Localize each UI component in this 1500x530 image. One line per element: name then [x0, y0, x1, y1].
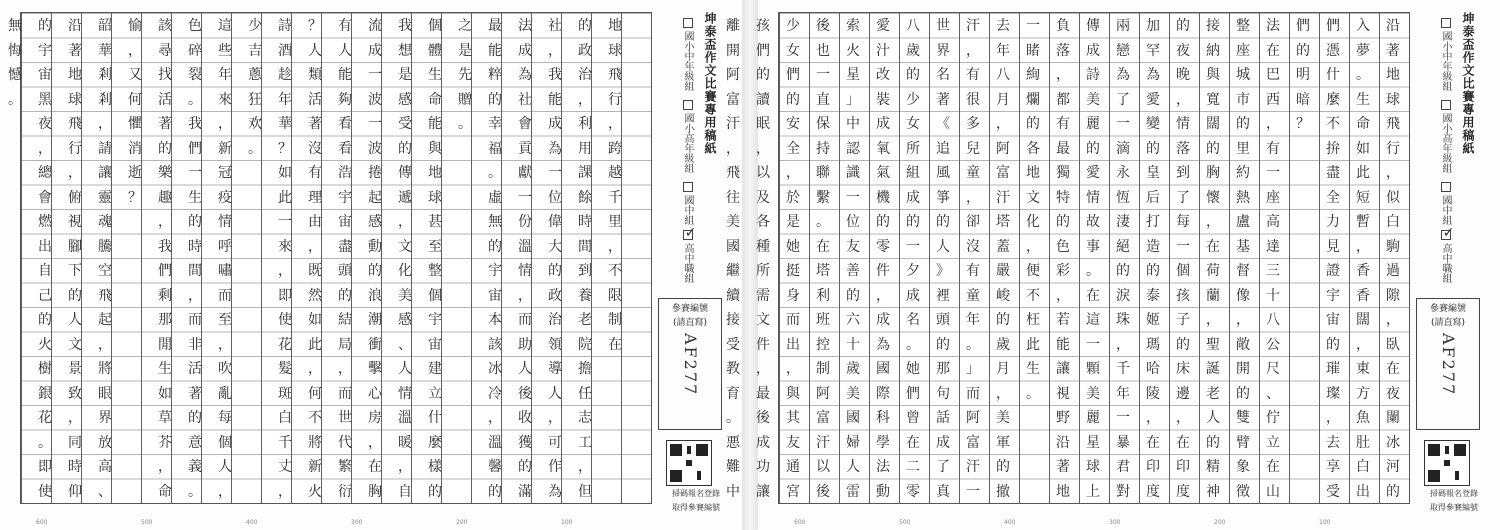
checkbox-icon[interactable] [1440, 225, 1457, 241]
text-column: 地 球 飛 行 ， 跨 越 千 里 ， 不 限 制 在 [608, 18, 622, 353]
option-elementary-high[interactable]: 國小高年級組 [1438, 100, 1453, 173]
text-column: 世 界 名 著 《 追 風 箏 的 人 》 裡 頭 的 那 句 話 成 了 真 [936, 18, 950, 500]
scale-label: 300 [1109, 519, 1121, 526]
text-column: 一 睹 絢 爛 的 各 地 文 化 ， 便 不 枉 此 生 。 [1026, 18, 1040, 402]
scale-label: 600 [794, 519, 806, 526]
entry-note: (請直寫) [672, 318, 708, 328]
entry-number: AF277 [681, 333, 700, 397]
text-column: 有 人 能 夠 看 看 浩 宇 宙 盡 頭 的 結 局 ， 而 世 代 繁 衍 [338, 18, 352, 500]
scale-label: 200 [1214, 519, 1226, 526]
handwriting-right [726, 12, 1408, 502]
option-junior-high[interactable]: 國中組 [680, 182, 695, 225]
text-column: 加 罕 為 愛 變 的 皇 后 打 造 的 泰 姬 瑪 哈 陵 ， 在 印 度 [1146, 18, 1160, 500]
entry-number-box [658, 298, 722, 430]
text-column: 孩 們 的 讀 眠 ， 以 及 各 種 所 需 文 件 ， 最 後 成 功 讓 [756, 18, 770, 500]
text-column: 汗 ， 有 很 多 兒 童 ， 卻 沒 有 童 年 。 」 而 阿 富 汗 一 [966, 18, 980, 500]
option-elementary-high[interactable]: 國小高年級組 [680, 100, 695, 173]
checkbox-icon[interactable] [683, 100, 693, 110]
checkbox-icon[interactable] [683, 182, 693, 192]
checkbox-icon[interactable] [683, 18, 693, 28]
checkbox-icon[interactable] [1441, 18, 1451, 28]
entry-label: 參賽編號 [671, 304, 708, 314]
option-elementary-middle[interactable]: 國小中年級組 [1438, 18, 1453, 91]
text-column: 們 憑 什 麼 不 拚 盡 全 力 見 證 宇 宙 的 璀 璨 ， 去 享 受 [1326, 18, 1340, 500]
right-page [726, 0, 1500, 530]
scale-label: 600 [36, 519, 48, 526]
text-column: 最 能 粹 的 幸 福 。 虛 無 的 宇 宙 本 該 冰 冷 ， 溫 馨 的 [488, 18, 502, 500]
text-column: 傳 成 詩 美 麗 的 愛 情 故 事 。 在 這 一 顆 美 麗 星 球 上 [1086, 18, 1100, 500]
text-column: 社 ， 我 能 成 為 一 位 偉 大 的 政 治 領 導 人 ， 可 作 為 [548, 18, 562, 500]
checkbox-icon[interactable] [1441, 182, 1451, 192]
text-column: 法 在 巴 西 ， 有 一 座 高 達 三 十 八 公 尺 、 佇 立 在 山 [1266, 18, 1280, 500]
option-senior-high[interactable]: ✓ 高中職組 [1440, 225, 1457, 283]
text-column: 少 女 們 的 安 全 ， 於 是 她 挺 身 而 出 ， 與 其 友 通 宮 [786, 18, 800, 500]
qr-code-icon[interactable] [666, 440, 712, 486]
checkmark-icon: ✓ [1440, 225, 1457, 241]
side-panel-right [1412, 8, 1496, 518]
entry-number-box [1416, 298, 1480, 430]
scale-label: 500 [141, 519, 153, 526]
qr-code-icon[interactable] [1424, 440, 1470, 486]
text-column: 去 年 八 月 ， 阿 富 汗 塔 蓋 嚴 峻 的 歲 月 ， 美 軍 的 撤 [996, 18, 1010, 500]
text-column: 這 些 年 來 ， 新 冠 疫 情 呼 嘯 而 至 ， 吹 亂 每 個 人 ， [218, 18, 232, 500]
text-column: 我 想 是 感 受 的 傳 遞 ， 文 化 美 感 、 人 情 溫 暖 ， 自 [398, 18, 412, 500]
text-column: 沿 著 地 球 飛 行 ， 俯 視 腳 下 的 人 文 景 致 ， 同 時 仰 [68, 18, 82, 500]
text-column: 無 悔 憾 。 [8, 18, 22, 108]
form-title: 坤泰盃作文比賽專用稿紙 [1461, 12, 1475, 155]
text-column: 八 歲 的 少 女 所 組 成 的 一 夕 成 名 。 她 們 曾 在 二 零 [906, 18, 920, 500]
text-column: 後 也 一 直 保 持 聯 繫 。 在 塔 利 班 控 制 阿 富 汗 以 後 [816, 18, 830, 500]
text-column: 愛 汁 改 裝 成 氧 氣 機 的 零 件 ， 成 為 國 際 科 學 法 動 [876, 18, 890, 500]
text-column: 的 政 治 ， 利 用 課 餘 時 間 到 養 老 院 擔 任 志 工 ， 但 [578, 18, 592, 500]
text-column: 兩 戀 為 了 一 滴 永 恆 淒 絕 的 淚 珠 ， 千 年 一 暴 君 對 [1116, 18, 1130, 500]
text-column: 入 夢 。 生 命 如 此 短 暫 ， 香 香 闊 ， 東 方 魚 肚 白 出 [1356, 18, 1370, 500]
qr-caption-entry: 取得參賽編號 [1430, 503, 1478, 512]
text-column: 之 是 先 贈 。 [458, 18, 472, 132]
scale-label: 300 [351, 519, 363, 526]
qr-caption-register: 掃碼報名登錄 [1430, 489, 1478, 498]
form-title: 坤泰盃作文比賽專用稿紙 [703, 12, 717, 155]
text-column: 該 尋 找 活 著 的 樂 趣 ， 我 們 剩 那 閒 生 如 草 芥 ， 命 [158, 18, 172, 500]
text-column: 愉 ， 又 何 懼 消 逝 ？ [128, 18, 142, 206]
scale-label: 200 [456, 519, 468, 526]
text-column: 沿 著 地 球 飛 行 ， 似 白 駒 過 隙 ， 臥 在 夜 闌 冰 河 的 [1386, 18, 1400, 500]
scale-label: 400 [246, 519, 258, 526]
text-column: 色 碎 裂 。 我 們 一 生 的 時 間 ， 而 非 活 著 的 意 義 。 [188, 18, 202, 500]
scale-label: 400 [1004, 519, 1016, 526]
scale-label: 100 [1319, 519, 1331, 526]
handwriting-left [0, 12, 630, 502]
entry-label: 參賽編號 [1429, 304, 1466, 314]
text-column: 法 成 為 社 會 貢 獻 一 份 溫 情 ， 而 助 人 後 收 獲 的 滿 [518, 18, 532, 500]
text-column: 接 納 與 寬 闊 的 胸 懷 ， 在 荷 蘭 ， 聖 誕 老 人 的 精 神 [1206, 18, 1220, 500]
qr-caption-entry: 取得參賽編號 [672, 503, 720, 512]
entry-note: (請直寫) [1430, 318, 1466, 328]
option-elementary-middle[interactable]: 國小中年級組 [680, 18, 695, 91]
option-senior-high[interactable]: ✓ 高中職組 [682, 225, 699, 283]
text-column: 負 落 ， 都 有 最 獨 特 的 色 彩 ， 若 能 讓 視 野 沿 著 地 [1056, 18, 1070, 500]
option-junior-high[interactable]: 國中組 [1438, 182, 1453, 225]
checkbox-icon[interactable] [682, 225, 699, 241]
left-page [0, 0, 742, 530]
text-column: 索 火 星 」 中 認 識 一 位 友 善 的 六 十 歲 美 國 婦 人 雷 [846, 18, 860, 500]
text-column: 的 夜 晚 ， 情 落 到 了 每 一 個 孩 子 的 床 邊 ， 在 印 度 [1176, 18, 1190, 500]
qr-caption-register: 掃碼報名登錄 [672, 489, 720, 498]
text-column: ？ 人 類 活 著 沒 有 理 由 ， 既 然 如 此 ， 何 不 將 新 火 [308, 18, 322, 500]
text-column: 整 座 城 市 的 里 約 熱 盧 基 督 像 ， 敞 開 的 雙 臂 象 徵 [1236, 18, 1250, 500]
text-column: 少 吉 蔥 狂 欢 。 [248, 18, 262, 157]
scale-label: 500 [899, 519, 911, 526]
text-column: 離 開 阿 富 汗 ， 飛 往 美 國 繼 續 接 受 教 育 。 悪 難 中 [726, 18, 740, 500]
text-column: 韶 華 剎 剎 ， 請 讓 靈 魂 騰 空 飛 起 ， 將 眼 界 放 高 、 [98, 18, 112, 500]
entry-number: AF277 [1439, 333, 1458, 397]
text-column: 們 的 明 暗 ？ [1296, 18, 1310, 132]
checkbox-icon[interactable] [1441, 100, 1451, 110]
checkmark-icon: ✓ [682, 225, 699, 241]
text-column: 詩 酒 趁 年 華 ？ 如 此 一 來 ， 即 使 花 髮 斑 白 千 丈 ， [278, 18, 292, 500]
text-column: 的 宇 宙 黑 夜 ， 總 會 燃 出 自 己 的 火 樹 銀 花 。 即 使 [38, 18, 52, 500]
text-column: 流 成 一 波 一 波 捲 起 感 動 的 浪 潮 衝 擊 心 房 ， 在 胸 [368, 18, 382, 500]
text-column: 個 體 生 命 能 與 地 球 甚 至 整 個 宇 宙 建 立 什 麼 樣 的 [428, 18, 442, 500]
scale-label: 100 [561, 519, 573, 526]
